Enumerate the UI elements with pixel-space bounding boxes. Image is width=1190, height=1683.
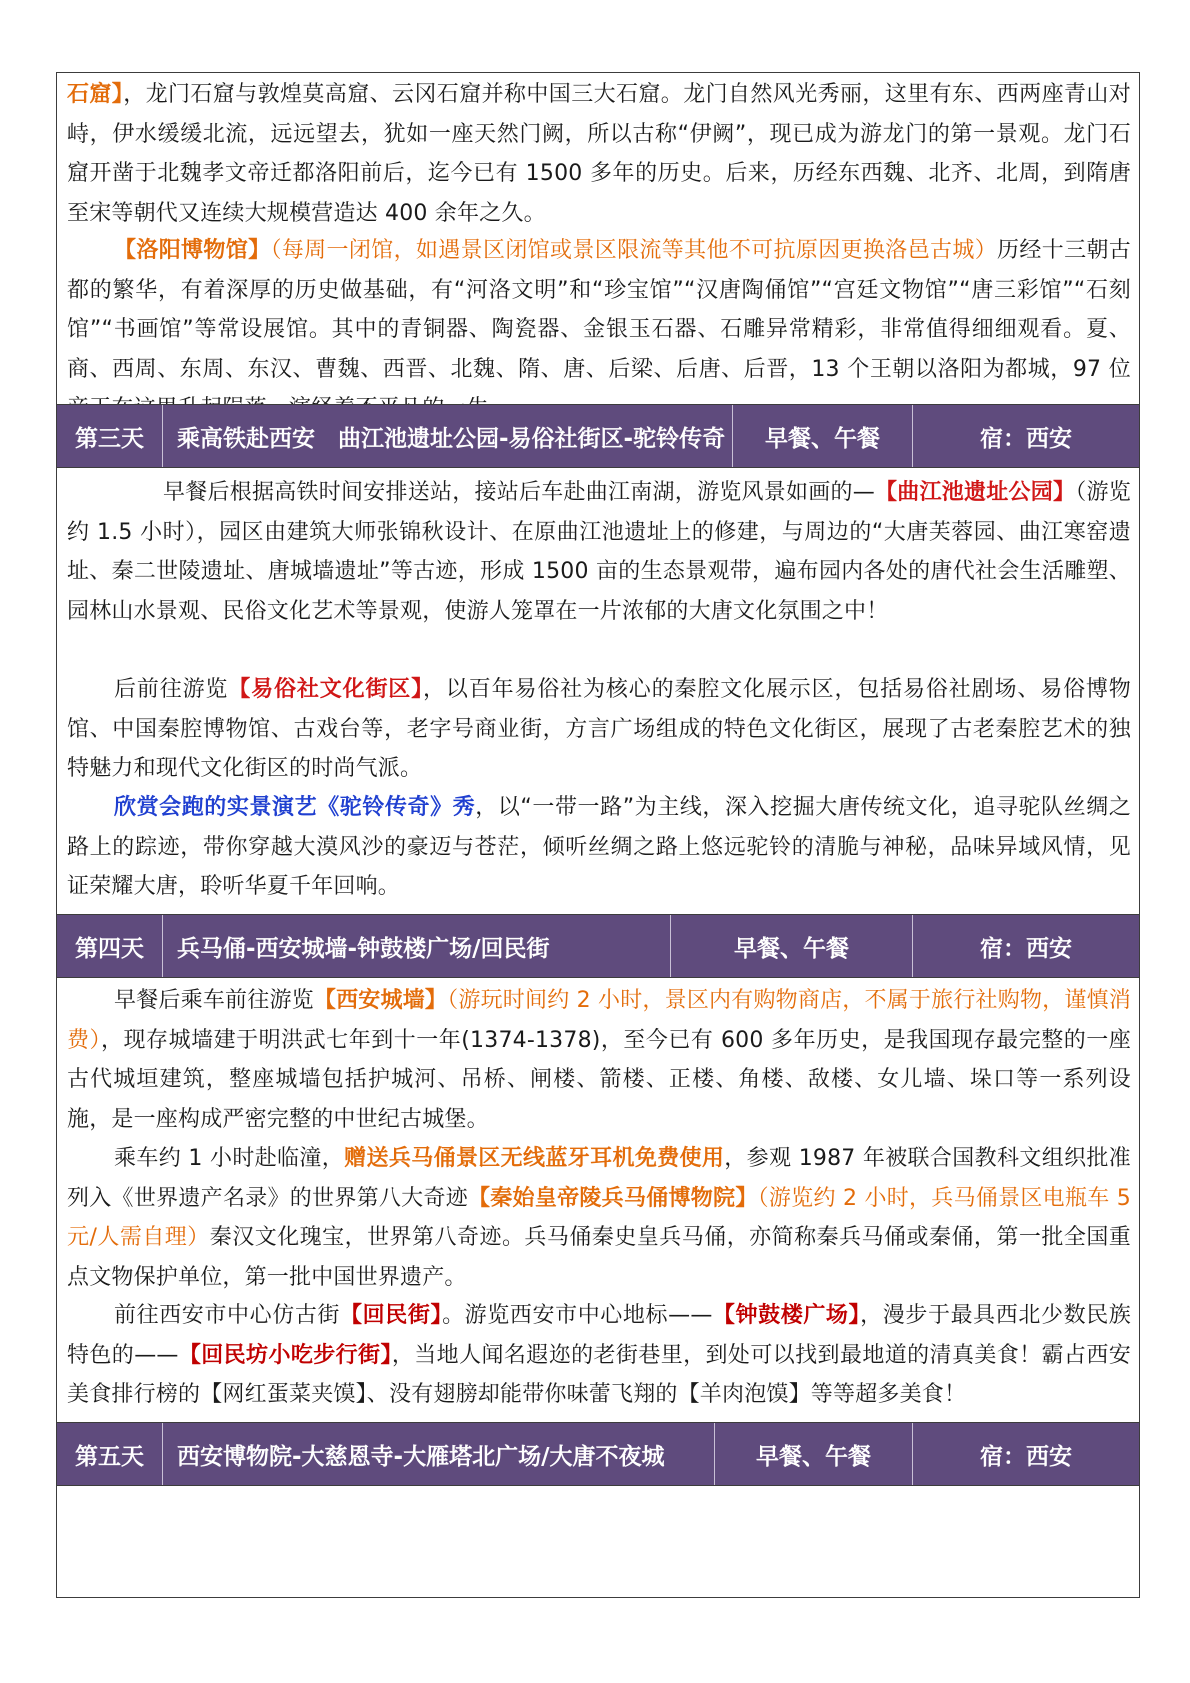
body-text: ，漫步于最具西北少数民族特色的—— xyxy=(67,1303,1131,1368)
highlighted-text: 【曲江池遗址公园】 xyxy=(874,480,1076,505)
highlighted-text: 【秦始皇帝陵兵马俑博物院】 xyxy=(468,1185,758,1211)
day4-route: 兵马俑-西安城墙-钟鼓楼广场/回民街 xyxy=(163,915,671,977)
body-text: 秦汉文化瑰宝，世界第八奇迹。兵马俑秦史皇兵马俑，亦简称秦兵马俑或秦俑，第一批全国重点文物保护单位，第一批中国世界遗产。 xyxy=(67,1225,1131,1290)
day3-meals: 早餐、午餐 xyxy=(733,405,913,467)
body-text: ，以“一带一路”为主线，深入挖掘大唐传统文化，追寻驼队丝绸之路上的踪迹，带你穿越大漠风沙的豪迈与苍茫，倾听丝绸之路上悠远驼铃的清脆与神秘，品味异域风情，见证荣耀大唐，聆听华夏千年回响。 xyxy=(67,795,1131,899)
highlighted-text: 【洛阳博物馆】 xyxy=(114,238,271,263)
day3-paragraph-camel-bells xyxy=(67,788,1131,907)
body-text: 历经十三朝古都的繁华，有着深厚的历史做基础，有“河洛文明”和“珍宝馆”“汉唐陶俑馆”“宫廷文物馆”“唐三彩馆”“石刻馆”“书画馆”等常设展馆。其中的青铜器、陶瓷器、金银玉石器、石雕异常精彩，非常值得细细观看。夏、商、西周、东周、东汉、曹魏、西晋、北魏、隋、唐、后梁、后唐、后晋，13 个王朝以洛阳为都城，97 位 xyxy=(67,238,1132,382)
highlighted-text: 【回民街】 xyxy=(340,1303,443,1328)
day4-stay: 宿：西安 xyxy=(980,935,1072,962)
day4-paragraph-muslim-street xyxy=(67,1296,1131,1415)
day5-label: 第五天 xyxy=(57,1423,163,1485)
body-text: 后前往游览 xyxy=(114,677,229,702)
body-text: 早餐后根据高铁时间安排送站，接站后车赴曲江南湖，游览风景如画的— xyxy=(163,480,875,505)
day2-paragraph-luoyang-museum xyxy=(67,231,1131,429)
highlighted-text: 【回民坊小吃步行街】 xyxy=(178,1342,392,1368)
highlighted-text: 欣赏会跑的实景演艺《驼铃传奇》秀 xyxy=(114,795,476,820)
body-text: （游览约 1.5 小时），园区由建筑大师张锦秋设计、在原曲江池遗址上的修建，与周边的“大唐芙蓉园、曲江寒窑遗址、秦二世陵遗址、唐城墙遗址”等古迹，形成 1500 亩的生态景观带，遍布园内各处的唐代社会生活雕塑、园林山水景观、民俗文化艺术等景观，使游人笼罩在一片浓郁的大唐文化氛围之中！ xyxy=(67,480,1131,624)
highlighted-text: （每周一闭馆，如遇景区闭馆或景区限流等其他不可抗原因更换洛邑古城） xyxy=(270,238,998,263)
day5-stay: 宿：西安 xyxy=(980,1443,1072,1470)
body-text: ，当地人闻名遐迩的老街巷里，到处可以找到最地道的清真美食！霸占西安美食排行榜的【网红蛋菜夹馍】、没有翅膀却能带你味蕾飞翔的【羊肉泡馍】等等超多美食！ xyxy=(67,1342,1131,1407)
highlighted-text: 【钟鼓楼广场】 xyxy=(712,1303,861,1328)
itinerary-document xyxy=(56,72,1140,1598)
day3-label: 第三天 xyxy=(57,405,163,467)
day4-meals: 早餐、午餐 xyxy=(671,915,913,977)
day5-meals: 早餐、午餐 xyxy=(715,1423,913,1485)
day3-header-row xyxy=(57,404,1139,468)
highlighted-text: 【西安城墙】 xyxy=(313,988,448,1013)
body-text: ，龙门石窟与敦煌莫高窟、云冈石窟并称中国三大石窟。龙门自然风光秀丽，这里有东、西两座青山对峙，伊水缓缓北流，远远望去，犹如一座天然门阙，所以古称“伊阙”，现已成为游龙门的第一景观。龙门石窟开凿于北魏孝文帝迁都洛阳前后，迄今已有 1500 多年的历史。后来，历经东西魏、北齐、北周，到隋唐至宋等朝代又连续大规模营造达 400 余年之久。 xyxy=(67,82,1131,226)
day3-route: 乘高铁赴西安 曲江池遗址公园-易俗社街区-驼铃传奇 xyxy=(163,405,733,467)
highlighted-text: （游览约 2 小时，兵马俑景区电瓶车 5 元/人需自理） xyxy=(67,1185,1131,1250)
day2-paragraph-longmen xyxy=(67,75,1131,233)
day3-paragraph-yisushe xyxy=(67,670,1131,789)
body-text: ，现存城墙建于明洪武七年到十一年(1374-1378)，至今已有 600 多年历史，是我国现存最完整的一座古代城垣建筑，整座城墙包括护城河、吊桥、闸楼、箭楼、正楼、角楼、敌楼、女儿墙、垛口等一系列设施，是一座构成严密完整的中世纪古城堡。 xyxy=(67,1027,1131,1132)
day5-header-row xyxy=(57,1422,1139,1486)
highlighted-text: （游玩时间约 2 小时，景区内有购物商店，不属于旅行社购物，谨慎消费） xyxy=(67,988,1132,1053)
day4-header-row xyxy=(57,914,1139,978)
highlighted-text: 赠送兵马俑景区无线蓝牙耳机免费使用 xyxy=(344,1146,725,1171)
day5-route: 西安博物院-大慈恩寺-大雁塔北广场/大唐不夜城 xyxy=(163,1423,715,1485)
body-text: ，参观 1987 年被联合国教科文组织批准列入《世界遗产名录》的世界第八大奇迹 xyxy=(67,1146,1131,1211)
highlighted-text: 【易俗社文化街区】 xyxy=(228,677,424,702)
day3-paragraph-qujiang xyxy=(67,473,1131,631)
body-text: 早餐后乘车前往游览 xyxy=(114,988,314,1013)
day4-paragraph-city-wall xyxy=(67,981,1131,1139)
day3-stay: 宿：西安 xyxy=(980,425,1072,452)
day4-label: 第四天 xyxy=(57,915,163,977)
highlighted-text: 石窟】 xyxy=(67,82,124,107)
day4-paragraph-terracotta xyxy=(67,1139,1131,1297)
body-text: 。游览西安市中心地标—— xyxy=(442,1303,713,1328)
body-text: ，以百年易俗社为核心的秦腔文化展示区，包括易俗社剧场、易俗博物馆、中国秦腔博物馆、古戏台等，老字号商业街，方言广场组成的特色文化街区，展现了古老秦腔艺术的独特魅力和现代文化街区的时尚气派。 xyxy=(67,677,1131,781)
body-text: 乘车约 1 小时赴临潼， xyxy=(114,1146,345,1171)
body-text: 前往西安市中心仿古街 xyxy=(114,1303,341,1328)
